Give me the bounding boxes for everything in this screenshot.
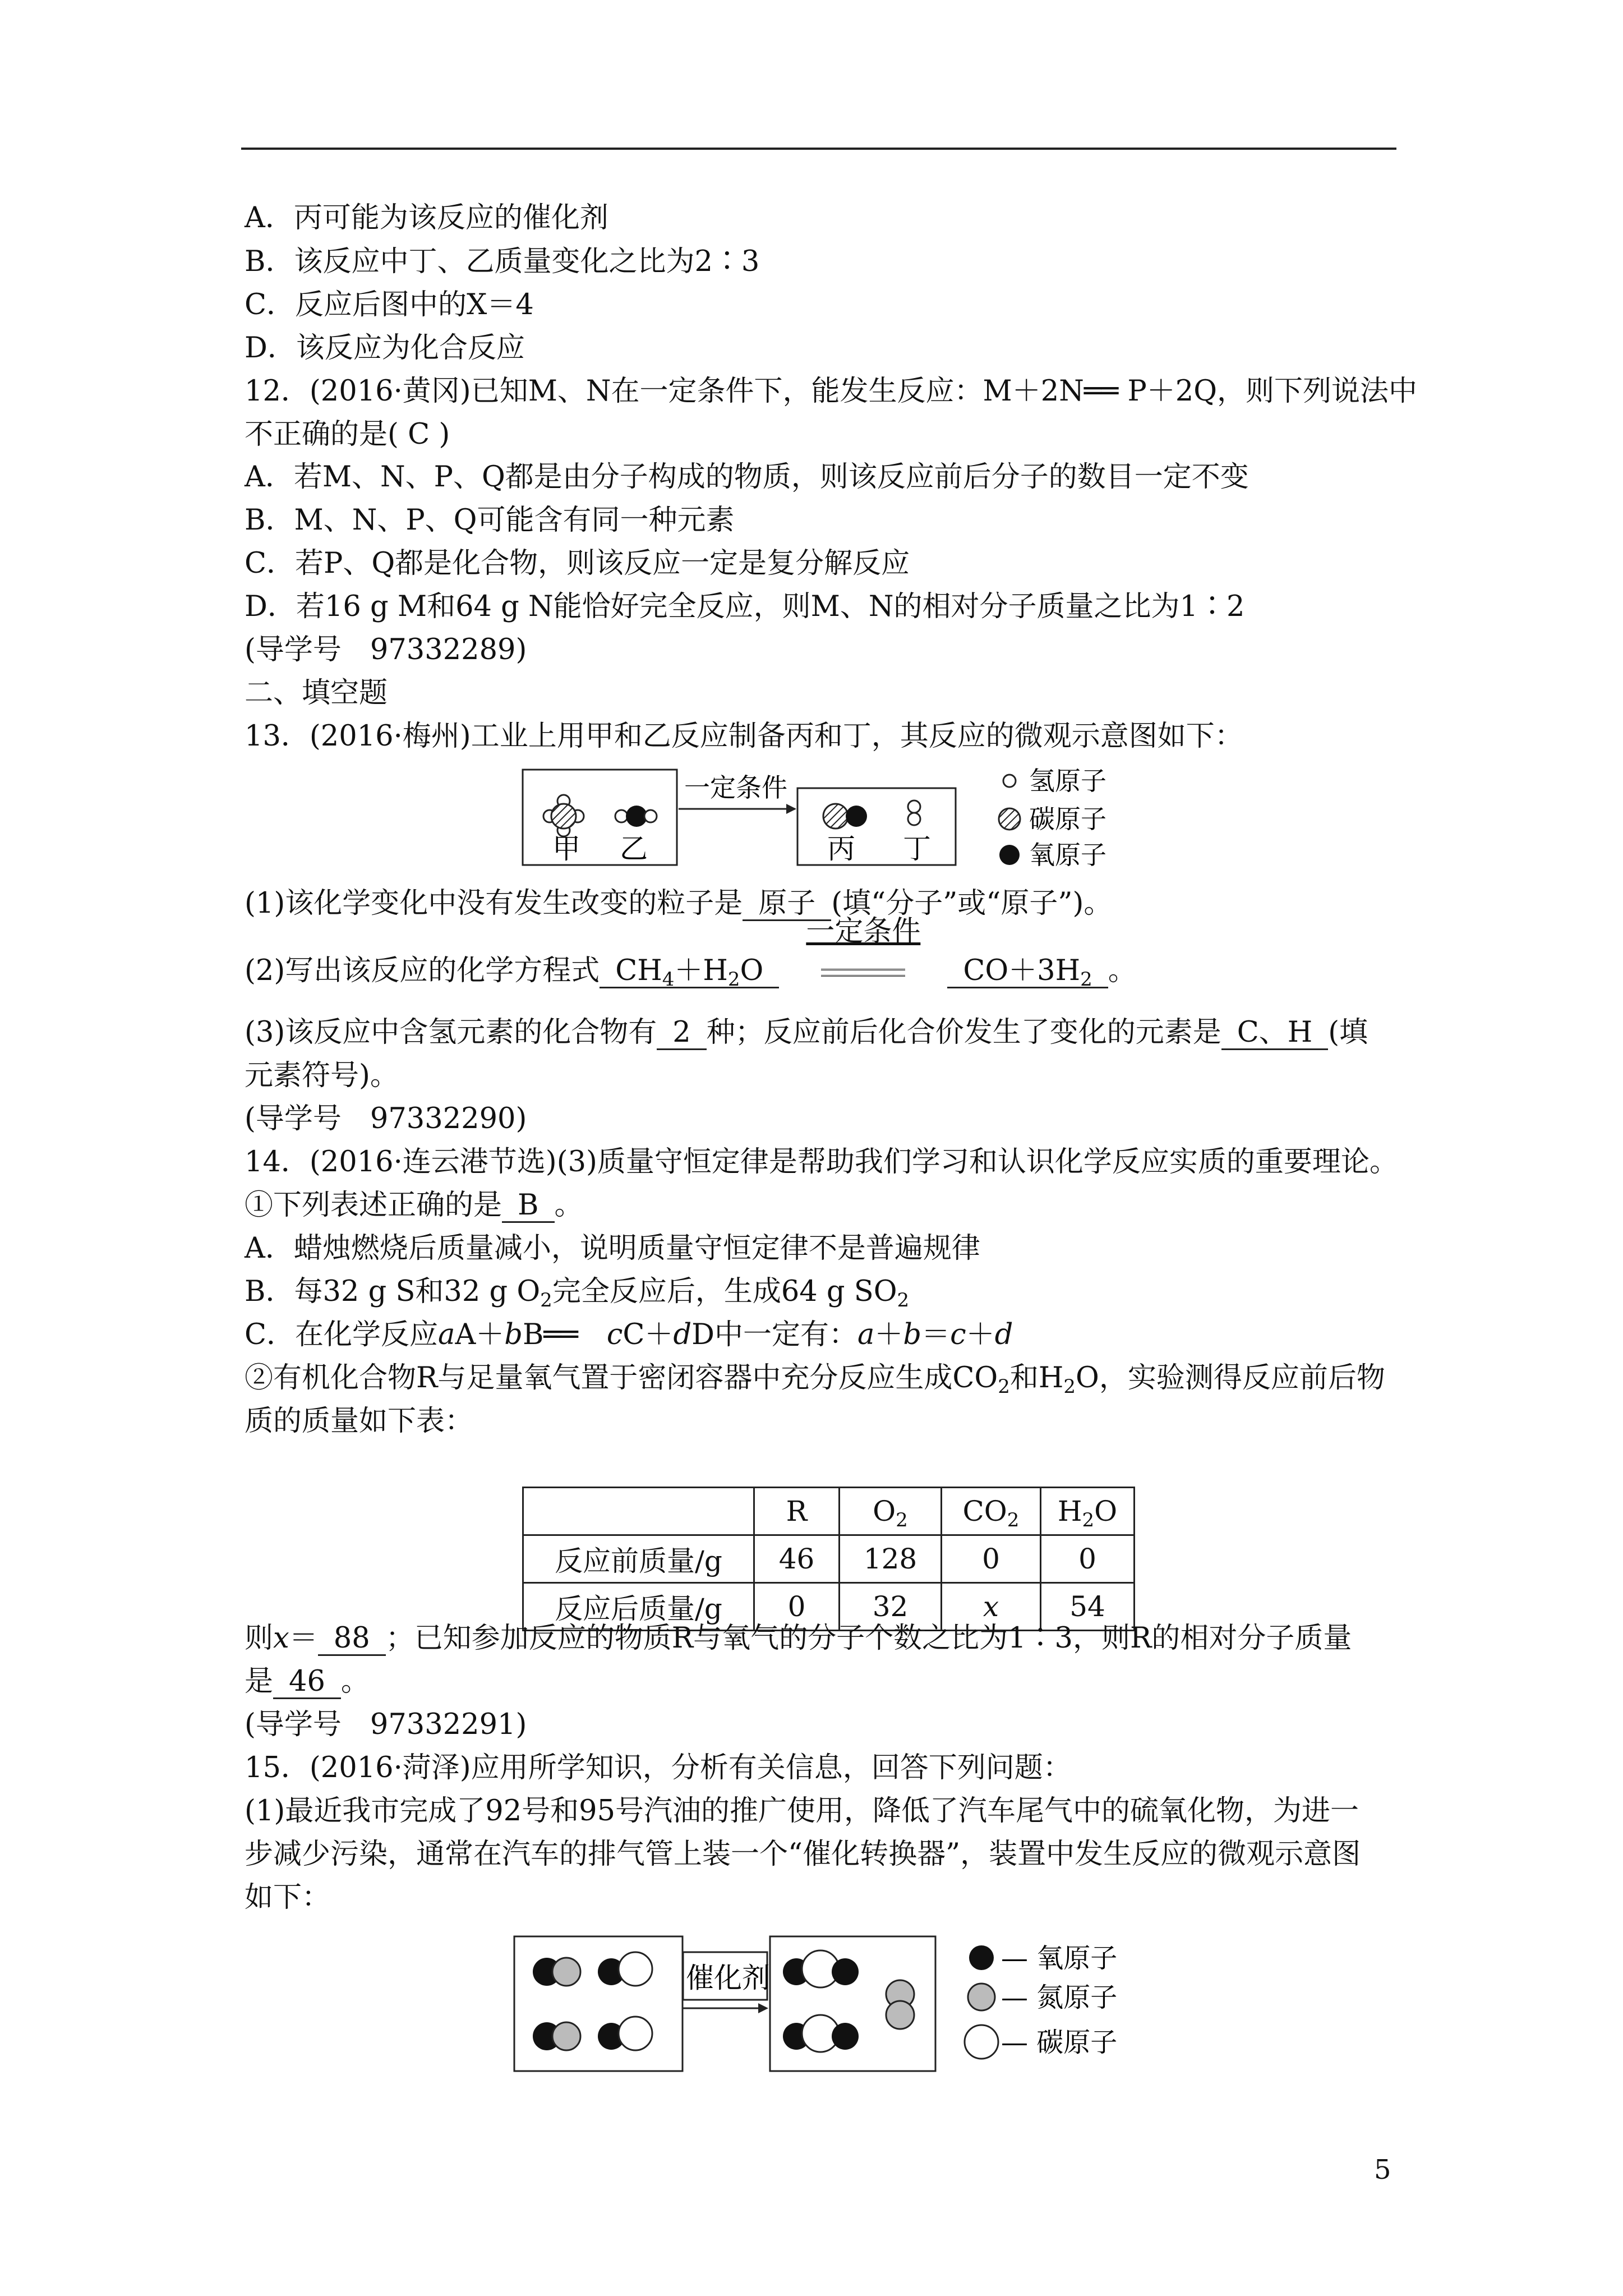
q14-part1-post: 。	[554, 1189, 583, 1222]
table-cell: x	[942, 1583, 1041, 1631]
legend-h: 氢原子	[1029, 766, 1106, 796]
q14-part2-mid: 和H	[1009, 1361, 1064, 1395]
q14-part1-answer: B	[502, 1190, 554, 1223]
h-atom	[644, 810, 657, 822]
c-atom	[551, 804, 576, 829]
q13-part1-answer: 原子	[743, 888, 831, 921]
q13-part3-post: (填	[1328, 1016, 1368, 1049]
q14-option-b: B．每32 g S和32 g $O_2$完全反应后，生成64 g $SO_2$	[245, 1275, 910, 1312]
q13-part2: (2)写出该反应的化学方程式 $CH_4+H_2O$ 一定条件 $CO+3H_2$ 。	[245, 915, 1137, 991]
q12-option-b: B．M、N、P、Q可能含有同一种元素	[245, 504, 735, 537]
q12-option-d: D．若16 g M和64 g N能恰好完全反应，则M、N的相对分子质量之比为1∶2	[245, 590, 1245, 623]
table-row-label: 反应后质量/g	[523, 1583, 754, 1631]
legend-h-icon	[1003, 775, 1016, 787]
q13-part3-mid: 种；反应前后化合价发生了变化的元素是	[706, 1016, 1221, 1049]
q13-part2-reactants: $CH_4+H_2O$	[600, 955, 779, 988]
q13-part3-text: (3)该反应中含氢元素的化合物有	[245, 1016, 657, 1049]
reactant-box	[514, 1936, 683, 2071]
q14-answer-mass	[245, 1664, 370, 1699]
o-atom	[832, 1958, 859, 1985]
q14-answer-x-post: ；已知参加反应的物质R与氧气的分子个数之比为1∶3，则R的相对分子质量	[385, 1622, 1352, 1655]
legend-c: 碳原子	[1029, 804, 1106, 834]
q14-part1	[245, 1188, 583, 1223]
ref-number-1: (导学号 97332289)	[245, 633, 527, 666]
h-atom	[615, 810, 628, 822]
q14-option-c-text: C．在化学反应	[245, 1318, 439, 1351]
q14-answer-mass-pre: 是	[245, 1665, 274, 1698]
q14-part1-text: ①下列表述正确的是	[245, 1189, 502, 1222]
label-bing: 丙	[827, 832, 855, 865]
legend-o-icon	[999, 845, 1020, 865]
legend-o-icon	[969, 1945, 994, 1970]
q14-part2-line2: 质的质量如下表：	[245, 1405, 474, 1438]
q14-answer-mass-post: 。	[340, 1665, 370, 1698]
q13-part2-text: (2)写出该反应的化学方程式	[245, 954, 600, 987]
reaction-diagram-2	[513, 1930, 1169, 2076]
table-cell: 54	[1041, 1583, 1135, 1631]
table-header-cell	[523, 1488, 754, 1535]
q14-part2: ②有机化合物R与足量氧气置于密闭容器中充分反应生成$CO_2$和$H_2O$，实验测得反应前后物	[245, 1361, 1385, 1398]
q14-part2-post: O，实验测得反应前后物	[1076, 1361, 1385, 1395]
table-header-row	[523, 1488, 1135, 1535]
q12-option-c: C．若P、Q都是化合物，则该反应一定是复分解反应	[245, 547, 910, 580]
q15-stem: 15．(2016·菏泽)应用所学知识，分析有关信息，回答下列问题：	[245, 1751, 1072, 1784]
page-number: 5	[1374, 2154, 1391, 2185]
q13-part3	[245, 1015, 1368, 1050]
q13-part1-text: (1)该化学变化中没有发生改变的粒子是	[245, 887, 743, 920]
o-atom	[832, 2023, 859, 2050]
q14-answer-x-value: 88	[318, 1623, 386, 1656]
arrow-condition: 一定条件	[684, 772, 787, 803]
q13-part3-answer: 2	[657, 1017, 706, 1050]
table-cell: 0	[754, 1583, 840, 1631]
q14-answer-x: 则x＝ 88 ；已知参加反应的物质R与氧气的分子个数之比为1∶3，则R的相对分子质量	[245, 1622, 1352, 1655]
q13-part2-products: $CO+3H_2$	[947, 955, 1108, 988]
q13-part3-line2: 元素符号)。	[245, 1059, 399, 1092]
option-d: D．该反应为化合反应	[245, 332, 525, 365]
legend-c-icon	[965, 2025, 998, 2059]
q14-stem: 14．(2016·连云港节选)(3)质量守恒定律是帮助我们学习和认识化学反应实质的重要理论。	[245, 1145, 1398, 1179]
q15-part1-line1: (1)最近我市完成了92号和95号汽油的推广使用，降低了汽车尾气中的硫氧化物，为进一	[245, 1795, 1359, 1828]
table-header-cell: $CO_2$	[942, 1488, 1041, 1535]
product-box	[797, 788, 956, 865]
h-atom	[908, 800, 920, 813]
legend-n-icon	[968, 1984, 995, 2010]
table-row	[523, 1535, 1135, 1583]
q15-part1-line3: 如下：	[245, 1881, 331, 1914]
c-atom	[619, 1952, 652, 1986]
label-ding: 丁	[903, 832, 931, 865]
legend-o: — 氧原子	[1001, 1943, 1118, 1974]
mass-table	[522, 1487, 1135, 1631]
ref-number-2: (导学号 97332290)	[245, 1102, 527, 1135]
table-cell: 0	[1041, 1535, 1135, 1583]
n-atom	[552, 2022, 580, 2050]
legend-o: 氧原子	[1029, 840, 1106, 869]
table-header-cell: $O_2$	[840, 1488, 942, 1535]
table-cell: 0	[942, 1535, 1041, 1583]
q14-option-a: A．蜡烛燃烧后质量减小，说明质量守恒定律不是普遍规律	[245, 1232, 980, 1265]
o-atom	[846, 806, 867, 827]
table-cell: 128	[840, 1535, 942, 1583]
table-cell: 46	[754, 1535, 840, 1583]
label-yi: 乙	[620, 832, 648, 865]
legend-n: — 氮原子	[1001, 1982, 1118, 2013]
ref-number-3: (导学号 97332291)	[245, 1708, 527, 1741]
n-atom	[552, 1958, 580, 1986]
c-atom	[823, 804, 848, 829]
h-atom	[908, 813, 920, 825]
option-a: A．丙可能为该反应的催化剂	[245, 201, 608, 234]
c-atom	[619, 2017, 652, 2050]
equation-condition: 一定条件	[806, 915, 921, 948]
q13-part3-answer-2: C、H	[1221, 1017, 1329, 1050]
legend-c-icon	[999, 808, 1020, 830]
q13-stem: 13．(2016·梅州)工业上用甲和乙反应制备丙和丁，其反应的微观示意图如下：	[245, 720, 1243, 753]
table-header-cell: R	[754, 1488, 840, 1535]
label-jia: 甲	[552, 832, 580, 865]
q12-stem-2: 不正确的是( C )	[245, 418, 450, 451]
n-atom	[886, 2001, 914, 2029]
arrow-head	[758, 2003, 768, 2013]
q14-option-c: C．在化学反应aA＋bB══ cC＋dD中一定有：a＋b＝c＋d	[245, 1318, 1013, 1351]
option-c: C．反应后图中的X＝4	[245, 288, 534, 321]
q14-answer-x-pre: 则	[245, 1622, 274, 1655]
equation-arrow	[779, 915, 947, 988]
table-header-cell: $H_2O$	[1041, 1488, 1135, 1535]
q12-stem: 12．(2016·黄冈)已知M、N在一定条件下，能发生反应：M＋2N══ P＋2Q，则下列说法中	[245, 375, 1418, 408]
q12-option-a: A．若M、N、P、Q都是由分子构成的物质，则该反应前后分子的数目一定不变	[245, 461, 1249, 494]
table-cell: 32	[840, 1583, 942, 1631]
header-rule	[241, 148, 1396, 150]
option-b: B．该反应中丁、乙质量变化之比为2∶3	[245, 245, 760, 278]
arrow-condition: 催化剂	[686, 1962, 770, 1994]
q14-answer-mass-value: 46	[273, 1666, 341, 1699]
q14-option-b-mid: 完全反应后，生成64 g SO	[552, 1275, 897, 1308]
arrow-head	[786, 804, 796, 814]
legend-c: — 碳原子	[1001, 2027, 1118, 2058]
q14-option-c-mid: 中一定有：	[714, 1318, 857, 1351]
q13-part1	[245, 886, 1112, 921]
q14-option-b-text: B．每32 g S和32 g O	[245, 1275, 541, 1308]
reaction-diagram-1	[522, 763, 1138, 869]
q15-part1-line2: 步减少污染，通常在汽车的排气管上装一个“催化转换器”，装置中发生反应的微观示意图	[245, 1838, 1361, 1871]
q13-part1-post: (填“分子”或“原子”)。	[831, 887, 1113, 920]
section-title: 二、填空题	[245, 677, 388, 710]
table-row-label: 反应前质量/g	[523, 1535, 754, 1583]
q14-part2-text: ②有机化合物R与足量氧气置于密闭容器中充分反应生成CO	[245, 1361, 998, 1395]
